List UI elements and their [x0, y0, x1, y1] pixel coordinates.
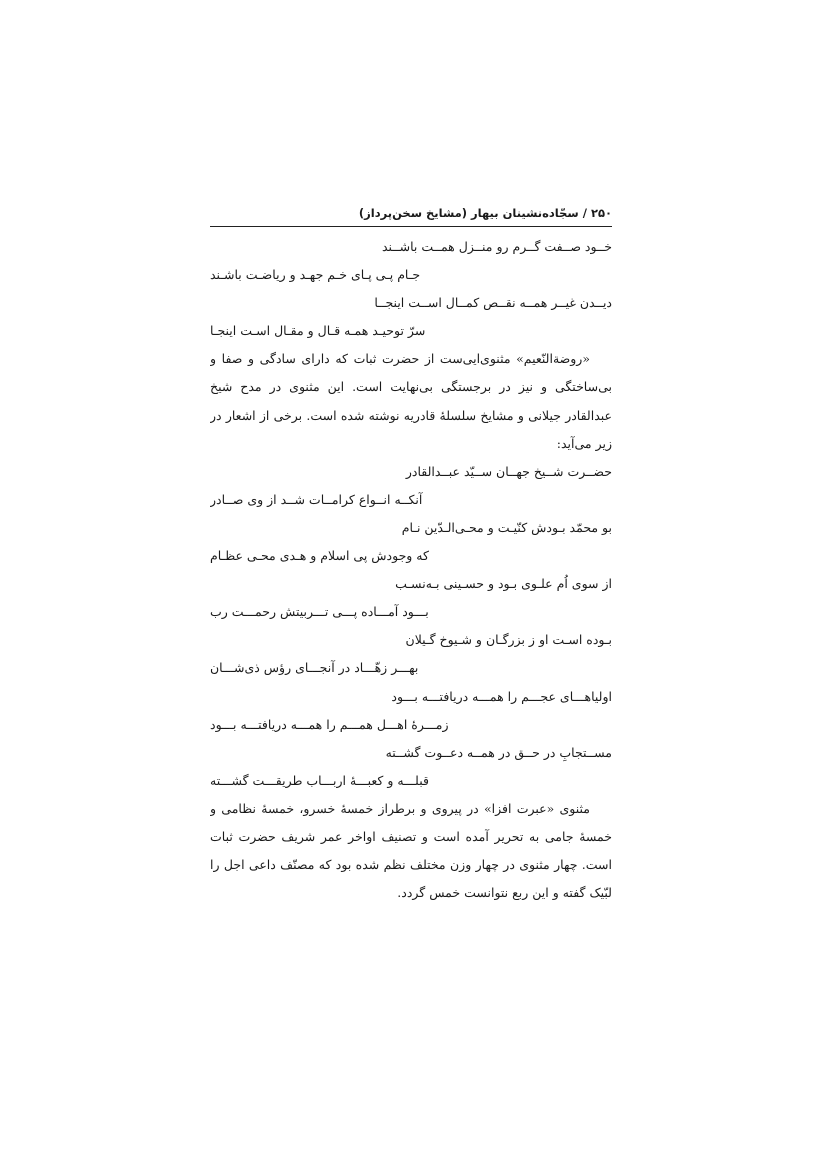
paragraph-line: است. چهار مثنوی در چهار وزن مختلف نظم شده بود که مصنّف داعی اجل را	[210, 857, 612, 873]
verse-hemistich-first: دیــدن غیــر همــه نقــص کمــال اســت اینجــا	[374, 295, 612, 311]
verse-hemistich-first: مســتجابِ در حــق در همــه دعــوت گشــته	[385, 744, 612, 760]
verse-hemistich-second: که وجودش پی اسلام و هـدی محـی عظـام	[210, 548, 429, 564]
page-body	[210, 233, 612, 907]
verse-hemistich-second: جـام پـی پـای خـم جهـد و ریاضـت باشـند	[210, 267, 421, 283]
paragraph-line: زیر می‌آید:	[556, 435, 612, 451]
book-page	[210, 200, 612, 907]
paragraph-line: لبّیک گفته و این ربع نتوانست خمس گردد.	[397, 885, 612, 901]
verse-hemistich-first: خــود صــفت گــرم رو منــزل همــت باشــند	[381, 239, 612, 254]
verse-hemistich-second: سرّ توحیـد همـه قـال و مقـال اسـت اینجـا	[210, 323, 426, 339]
verse-hemistich-first: بو محمّد بـودش کنّیـت و محـی‌الـدّین نـام	[401, 519, 612, 535]
verse-hemistich-second: بـــود آمـــاده پـــی تـــربیتش رحمـــت رب	[210, 604, 429, 620]
paragraph-line: خمسهٔ جامی به تحریر آمده است و تصنیف اواخر عمر شریف حضرت ثبات	[210, 828, 612, 844]
paragraph-line: بی‌ساختگی و نیز در برجستگی بی‌نهایت است. این مثنوی در مدح شیخ	[210, 379, 612, 395]
verse-hemistich-second: بهـــر زهّـــاد در آنجـــای رؤس ذی‌شـــان	[210, 660, 419, 676]
verse-hemistich-second: زمـــرهٔ اهـــل همـــم را همـــه دریافتـــه بـــود	[210, 716, 449, 732]
paragraph-line: «روضةالنّعیم» مثنوی‌ایی‌ست از حضرت ثبات که دارای سادگی و صفا و	[210, 351, 590, 367]
verse-hemistich-first: بـوده اسـت او ز بزرگـان و شـیوخ گـیلان	[405, 632, 612, 648]
verse-hemistich-first: حضــرت شــیخ جهــان ســیّد عبــدالقادر	[405, 463, 612, 479]
verse-hemistich-first: از سوی اُم علـوی بـود و حسـینی بـه‌نسـب	[395, 576, 612, 592]
running-header: ۲۵۰ / سجّاده‌نشینان بیهار (مشایخ سخن‌پرداز)	[210, 200, 612, 227]
verse-hemistich-first: اولیاهـــای عجـــم را همـــه دریافتـــه بـــود	[391, 688, 612, 704]
verse-hemistich-second: قبلـــه و کعبـــهٔ اربـــاب طریقـــت گشـــته	[210, 772, 429, 788]
paragraph-line: مثنوی «عبرت افزا» در پیروی و برطراز خمسهٔ خسرو، خمسهٔ نظامی و	[210, 800, 590, 816]
verse-hemistich-second: آنکــه انــواع کرامــات شــد از وی صــادر	[210, 491, 423, 507]
paragraph-line: عبدالقادر جیلانی و مشایخ سلسلهٔ قادریه نوشته شده است. برخی از اشعار در	[210, 407, 612, 423]
